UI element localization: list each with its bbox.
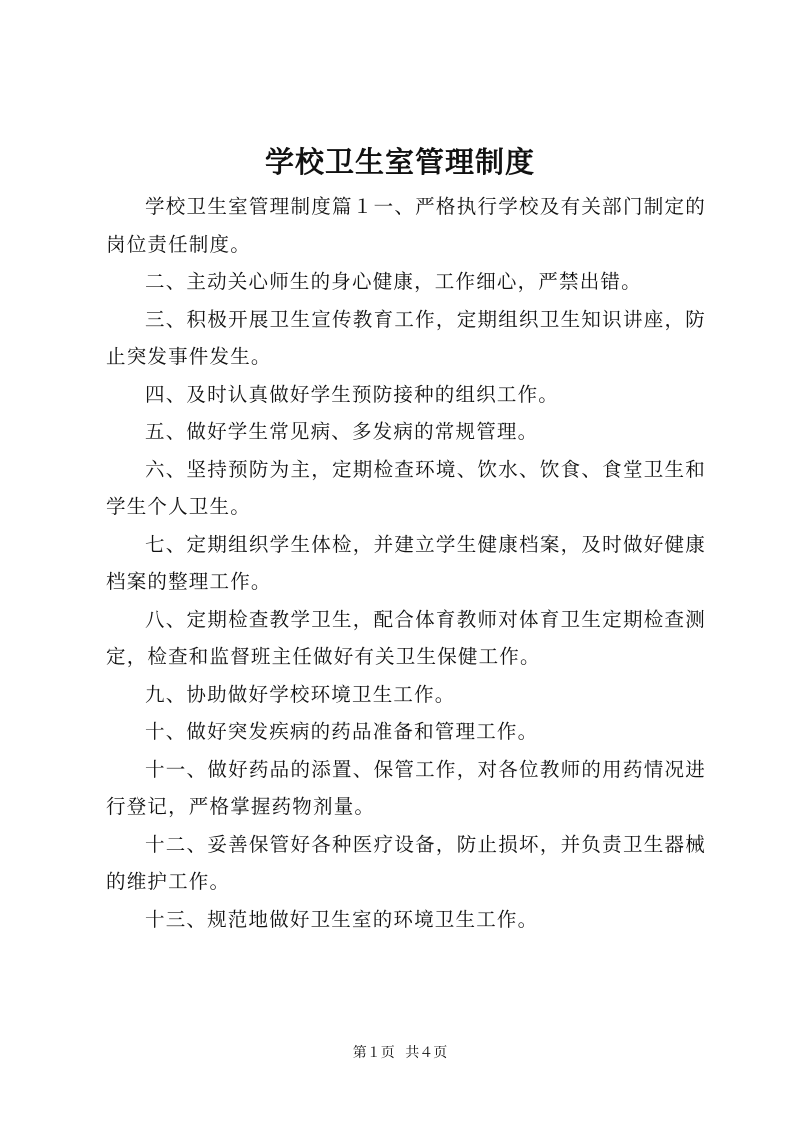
paragraph: 九、协助做好学校环境卫生工作。 (145, 682, 456, 706)
paragraph: 三、积极开展卫生宣传教育工作，定期组织卫生知识讲座，防止突发事件发生。 (106, 307, 706, 368)
paragraph: 五、做好学生常见病、多发病的常规管理。 (145, 420, 539, 443)
paragraph: 学校卫生室管理制度篇１一、严格执行学校及有关部门制定的岗位责任制度。 (106, 195, 706, 256)
paragraph: 十、做好突发疾病的药品准备和管理工作。 (145, 720, 539, 743)
page-total: 共４页 (405, 1045, 448, 1061)
page-footer (0, 1043, 800, 1063)
paragraph: 十三、规范地做好卫生室的环境卫生工作。 (145, 907, 539, 931)
paragraph: 二、主动关心师生的身心健康，工作细心，严禁出错。 (145, 270, 642, 293)
paragraph: 十一、做好药品的添置、保管工作，对各位教师的用药情况进行登记，严格掌握药物剂量。 (106, 757, 706, 818)
page-number: 第１页 (352, 1045, 395, 1061)
paragraph: 六、坚持预防为主，定期检查环境、饮水、饮食、食堂卫生和学生个人卫生。 (106, 457, 706, 518)
document-title: 学校卫生室管理制度 (264, 145, 535, 179)
paragraph: 七、定期组织学生体检，并建立学生健康档案，及时做好健康档案的整理工作。 (106, 532, 706, 593)
paragraph: 十二、妥善保管好各种医疗设备，防止损坏，并负责卫生器械的维护工作。 (106, 832, 706, 893)
document-body (106, 188, 706, 938)
paragraph: 八、定期检查教学卫生，配合体育教师对体育卫生定期检查测定，检查和监督班主任做好有关卫生保健工作。 (106, 607, 706, 668)
paragraph: 四、及时认真做好学生预防接种的组织工作。 (145, 382, 560, 406)
